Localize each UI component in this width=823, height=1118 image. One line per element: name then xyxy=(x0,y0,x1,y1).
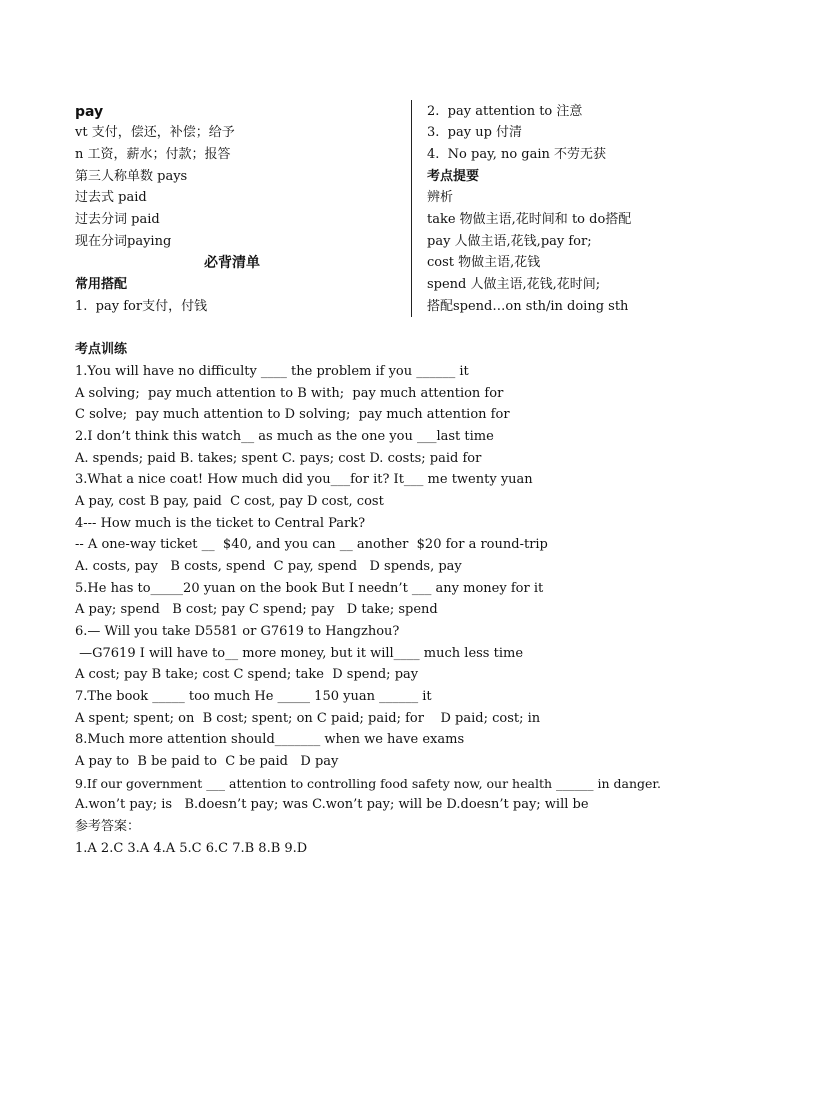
answers-line: 1.A 2.C 3.A 4.A 5.C 6.C 7.B 8.B 9.D xyxy=(75,841,308,856)
exercise-line: 7.The book _____ too much He _____ 150 yuan ______ it xyxy=(75,689,432,704)
collocation-item: 2. pay attention to 注意 xyxy=(427,104,583,119)
exercise-line: 9.If our government ___ attention to controlling food safety now, our health ______ in danger. xyxy=(75,776,661,791)
exercise-line: A. spends; paid B. takes; spent C. pays; cost D. costs; paid for xyxy=(75,451,482,466)
key-point-line: spend 人做主语,花钱,花时间; xyxy=(427,277,601,292)
definition-line: 第三人称单数 pays xyxy=(75,169,188,184)
exercise-line: A pay; spend B cost; pay C spend; pay D take; spend xyxy=(75,602,438,617)
exercise-line: 2.I don’t think this watch__ as much as the one you ___last time xyxy=(75,429,494,444)
exercise-line: A pay, cost B pay, paid C cost, pay D cost, cost xyxy=(75,494,384,509)
answers-heading: 参考答案： xyxy=(75,819,141,834)
collocation-item: 1. pay for支付，付钱 xyxy=(75,299,208,314)
column-divider xyxy=(411,100,412,317)
key-points-heading: 考点提要 xyxy=(427,169,480,184)
exercise-line: —G7619 I will have to__ more money, but it will____ much less time xyxy=(75,646,524,661)
definition-line: 现在分词paying xyxy=(75,234,172,249)
exercise-line: A solving; pay much attention to B with; pay much attention for xyxy=(75,386,504,401)
collocations-heading: 常用搭配 xyxy=(75,277,128,292)
exercise-line: -- A one-way ticket __ $40, and you can __ another $20 for a round-trip xyxy=(75,537,548,552)
exercise-line: A spent; spent; on B cost; spent; on C paid; paid; for D paid; cost; in xyxy=(75,711,541,726)
must-recite-heading: 必背清单 xyxy=(204,255,260,271)
exercise-line: 3.What a nice coat! How much did you___for it? It___ me twenty yuan xyxy=(75,472,533,487)
training-heading: 考点训练 xyxy=(75,342,128,357)
definition-line: 过去式 paid xyxy=(75,190,147,205)
exercise-line: A. costs, pay B costs, spend C pay, spend D spends, pay xyxy=(75,559,462,574)
exercise-line: 6.— Will you take D5581 or G7619 to Hangzhou? xyxy=(75,624,400,639)
key-point-line: pay 人做主语,花钱,pay for; xyxy=(427,234,592,249)
exercise-line: A.won’t pay; is B.doesn’t pay; was C.won’t pay; will be D.doesn’t pay; will be xyxy=(75,797,589,812)
exercise-line: 8.Much more attention should_______ when we have exams xyxy=(75,732,465,747)
exercise-line: 1.You will have no difficulty ____ the problem if you ______ it xyxy=(75,364,469,379)
exercise-line: 4--- How much is the ticket to Central Park? xyxy=(75,516,366,531)
word-heading: pay xyxy=(75,104,104,120)
key-point-line: 搭配spend…on sth/in doing sth xyxy=(427,299,629,314)
key-point-line: 辨析 xyxy=(427,190,454,205)
key-point-line: take 物做主语,花时间和 to do搭配 xyxy=(427,212,632,227)
exercise-line: C solve; pay much attention to D solving; pay much attention for xyxy=(75,407,510,422)
definition-line: vt 支付，偿还，补偿；给予 xyxy=(75,125,235,140)
definition-line: n 工资，薪水；付款；报答 xyxy=(75,147,231,162)
exercise-line: 5.He has to_____20 yuan on the book But I needn’t ___ any money for it xyxy=(75,581,544,596)
collocation-item: 4. No pay, no gain 不劳无获 xyxy=(427,147,607,162)
definition-line: 过去分词 paid xyxy=(75,212,160,227)
exercise-line: A cost; pay B take; cost C spend; take D spend; pay xyxy=(75,667,419,682)
exercise-line: A pay to B be paid to C be paid D pay xyxy=(75,754,339,769)
collocation-item: 3. pay up 付清 xyxy=(427,125,523,140)
key-point-line: cost 物做主语,花钱 xyxy=(427,255,541,270)
